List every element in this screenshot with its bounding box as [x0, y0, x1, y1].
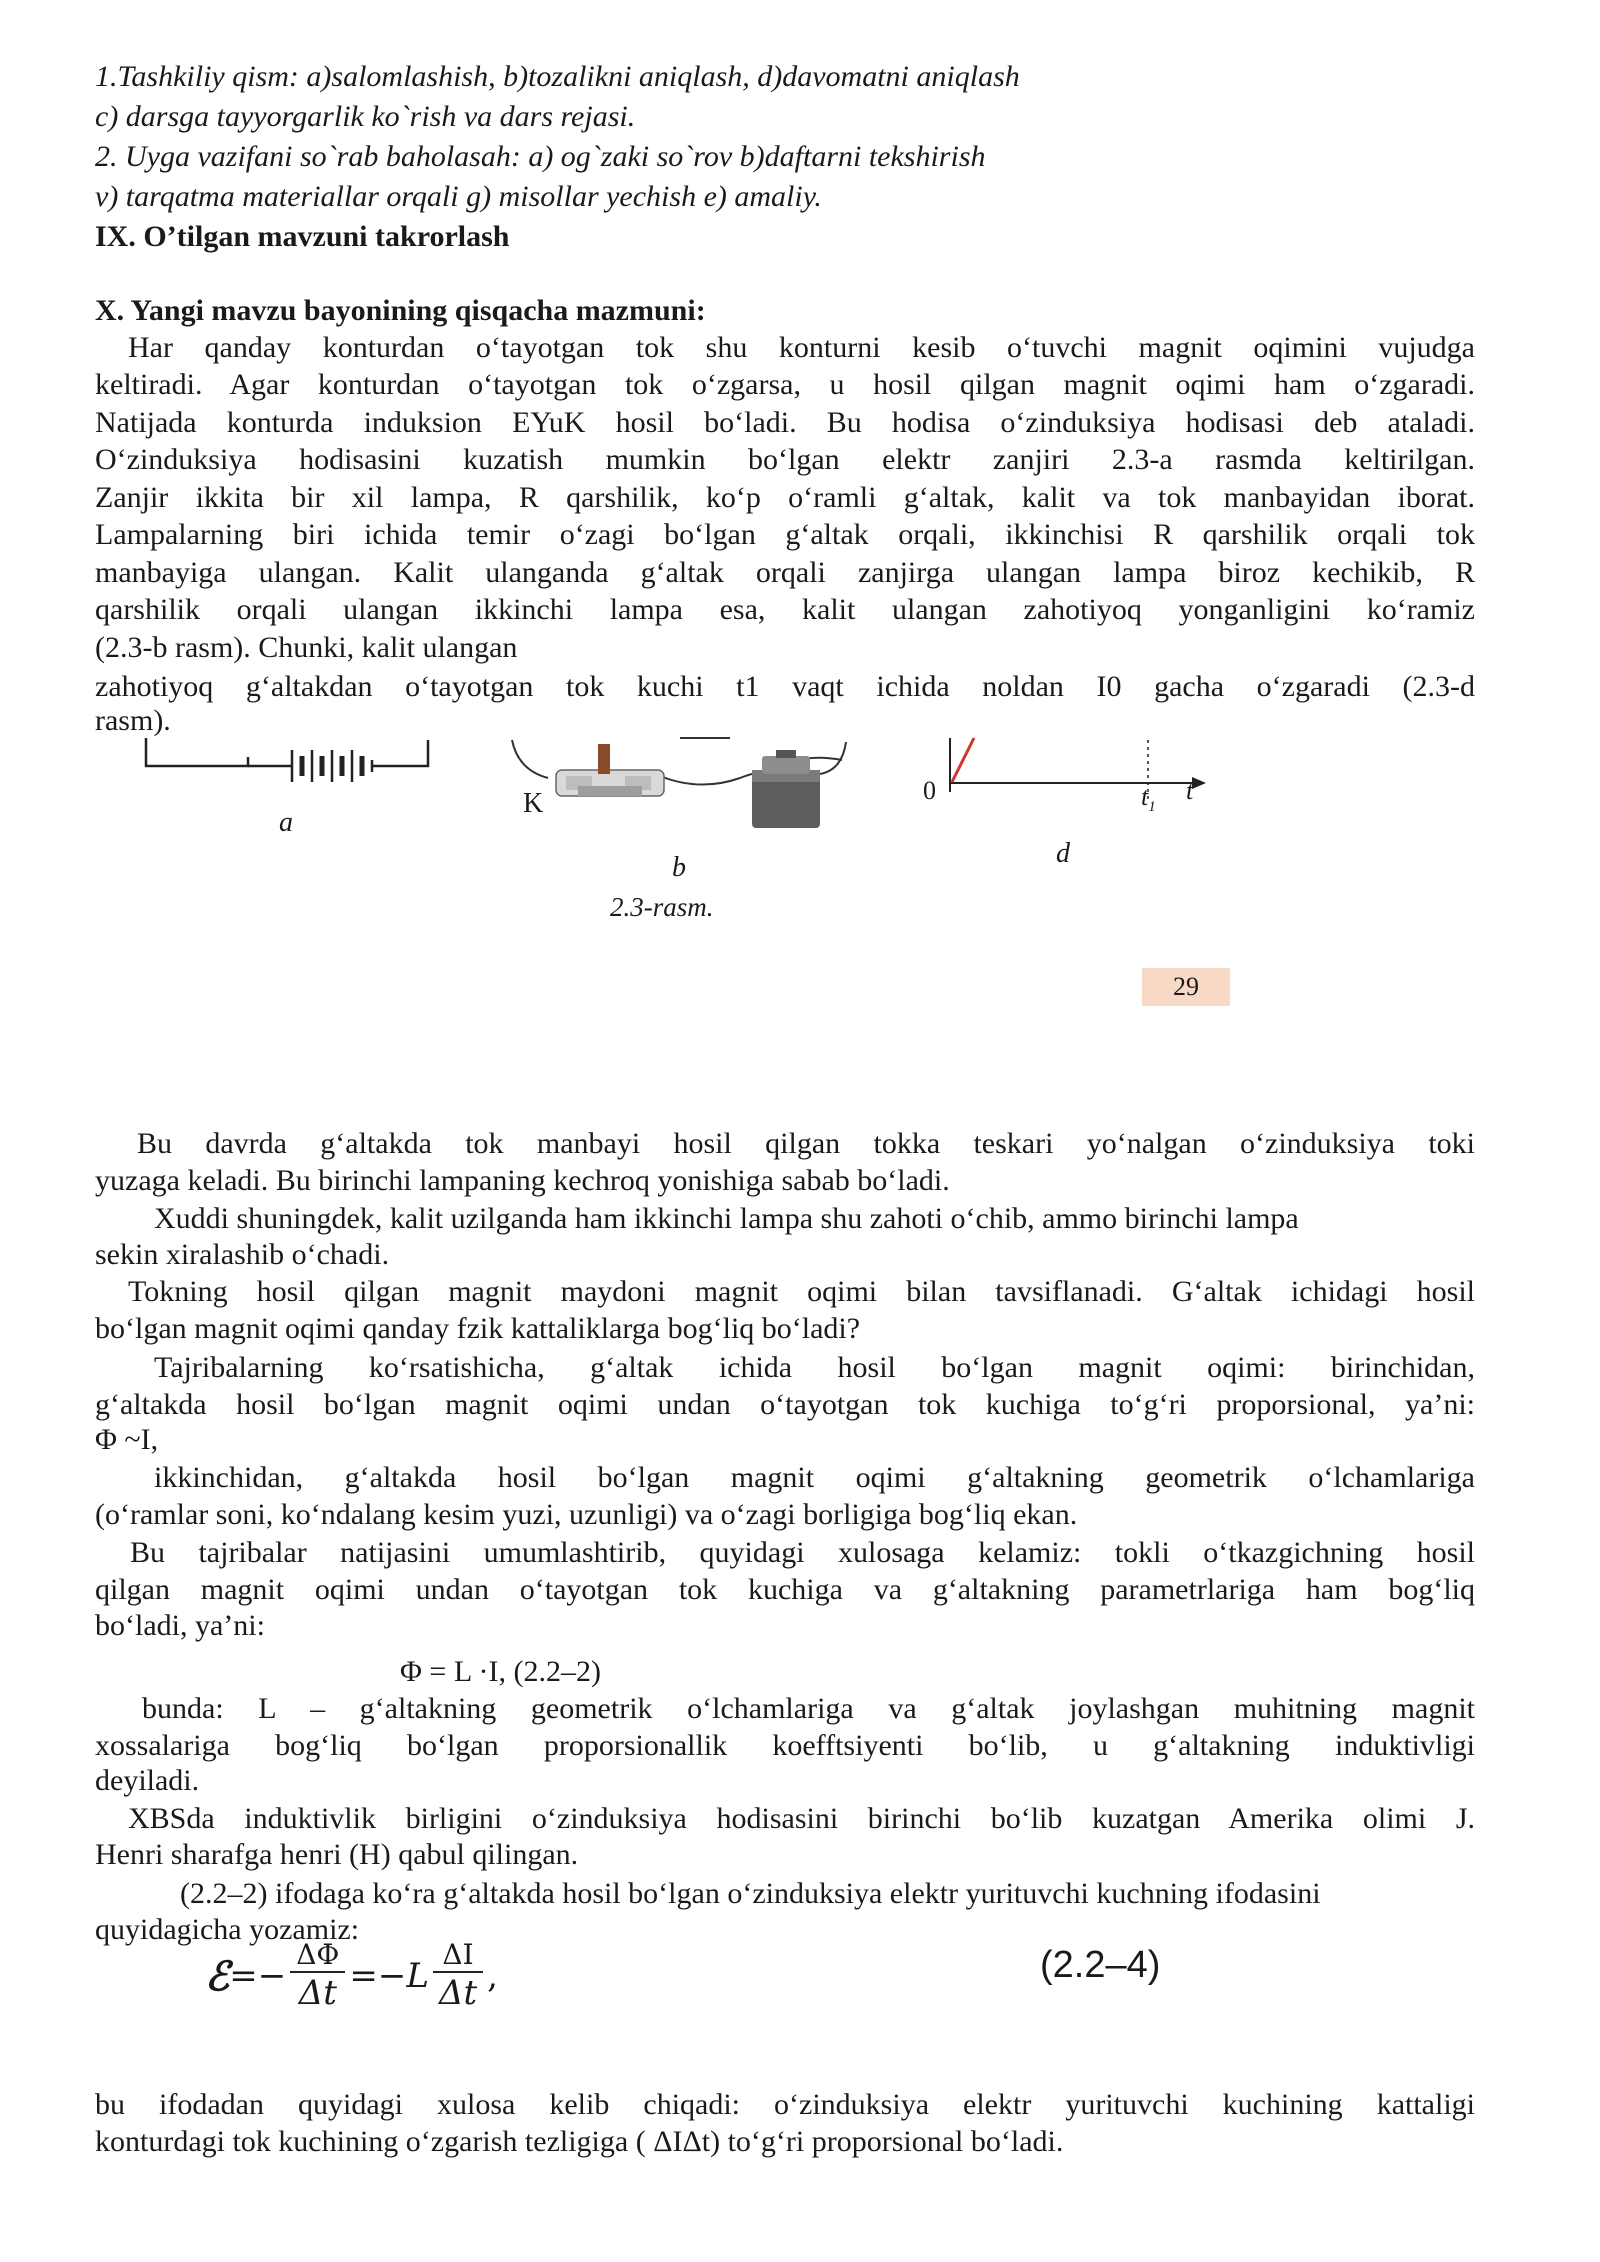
numerator-dphi: ΔΦ: [296, 1938, 340, 1971]
paragraph-10-line-2: quyidagicha yozamiz:: [95, 1913, 360, 1946]
paragraph-3-line-2: sekin xiralashib o‘chadi.: [95, 1238, 390, 1271]
key-label: K: [523, 788, 544, 819]
axis-t-label: t: [1186, 776, 1194, 805]
numerator-di: ΔI: [442, 1938, 474, 1971]
paragraph-1-line-4: O‘zinduksiya hodisasini kuzatish mumkin bo‘lgan elektr zanjiri 2.3-a rasmda keltirilgan.: [95, 443, 1475, 476]
figure-label-d: d: [1056, 838, 1070, 869]
paragraph-1-line-9: (2.3-b rasm). Chunki, kalit ulangan: [95, 631, 518, 664]
paragraph-5-line-1: Tajribalarning ko‘rsatishicha, g‘altak ichida hosil bo‘lgan magnit oqimi: birinchidan,: [154, 1351, 1475, 1384]
fraction-dphi-dt: [290, 1939, 345, 2013]
intro-line-4: v) tarqatma materiallar orqali g) misollar yechish e) amaliy.: [95, 180, 822, 213]
axis-t1-label: $t_1$: [1141, 782, 1156, 816]
formula-equals-minus-1: =−: [229, 1956, 287, 1996]
paragraph-8-line-3: deyiladi.: [95, 1764, 200, 1797]
paragraph-6-line-2: (o‘ramlar soni, ko‘ndalang kesim yuzi, uzunligi) va o‘zagi borligiga bog‘liq ekan.: [95, 1498, 1078, 1531]
current-rise-line: [952, 738, 974, 782]
paragraph-1-line-1: Har qanday konturdan o‘tayotgan tok shu konturni kesib o‘tuvchi magnit oqimini vujudga: [128, 331, 1475, 364]
paragraph-11-line-1: bu ifodadan quyidagi xulosa kelib chiqadi: o‘zinduksiya elektr yurituvchi kuchining kattaligi: [95, 2088, 1475, 2121]
emf-symbol: ℰ: [205, 1952, 230, 2000]
paragraph-1-line-2: keltiradi. Agar konturdan o‘tayotgan tok o‘zgarsa, u hosil qilgan magnit oqimi ham o‘zgaradi.: [95, 368, 1475, 401]
paragraph-8-line-1: bunda: L – g‘altakning geometrik o‘lchamlariga va g‘altak joylashgan muhitning magnit: [142, 1692, 1475, 1725]
paragraph-5-line-2: g‘altakda hosil bo‘lgan magnit oqimi undan o‘tayotgan tok kuchiga to‘g‘ri proporsional, ya’ni:: [95, 1388, 1475, 1421]
paragraph-1-line-7: manbayiga ulangan. Kalit ulanganda g‘altak orqali zanjirga ulangan lampa biroz kechikib, R: [95, 556, 1475, 589]
paragraph-6-line-1: ikkinchidan, g‘altakda hosil bo‘lgan magnit oqimi g‘altakning geometrik o‘lchamlariga: [154, 1461, 1475, 1494]
formula-flux-inductance: Φ = L ·I, (2.2–2): [400, 1655, 602, 1688]
circuit-diagram-a: [146, 738, 428, 782]
page-number-badge: 29: [1142, 968, 1230, 1006]
denominator-dt-2: Δt: [438, 1973, 478, 2013]
paragraph-1-line-6: Lampalarning biri ichida temir o‘zagi bo‘lgan g‘altak orqali, ikkinchisi R qarshilik orqali tok: [95, 518, 1475, 551]
intro-line-3: 2. Uyga vazifani so`rab baholasah: a) og`zaki so`rov b)daftarni tekshirish: [95, 140, 986, 173]
paragraph-8-line-2: xossalariga bog‘liq bo‘lgan proporsionallik koefftsiyenti bo‘lib, u g‘altakning induktivligi: [95, 1729, 1475, 1762]
apparatus-photo-b: [512, 738, 846, 828]
formula-comma: ,: [487, 1956, 498, 1996]
figure-caption: 2.3-rasm.: [610, 892, 714, 922]
paragraph-2-line-1: Bu davrda g‘altakda tok manbayi hosil qilgan tokka teskari yo‘nalgan o‘zinduksiya toki: [137, 1127, 1475, 1160]
paragraph-1-line-10: zahotiyoq g‘altakdan o‘tayotgan tok kuchi t1 vaqt ichida noldan I0 gacha o‘zgaradi (2.3-d: [95, 670, 1475, 703]
paragraph-7-line-3: bo‘ladi, ya’ni:: [95, 1609, 265, 1642]
paragraph-7-line-1: Bu tajribalar natijasini umumlashtirib, quyidagi xulosaga kelamiz: tokli o‘tkazgichning hosil: [130, 1536, 1475, 1569]
equation-number-2-2-4: (2.2–4): [1040, 1944, 1161, 1986]
intro-line-2: c) darsga tayyorgarlik ko`rish va dars rejasi.: [95, 100, 636, 133]
paragraph-9-line-2: Henri sharafga henri (H) qabul qilingan.: [95, 1838, 579, 1871]
paragraph-1-line-8: qarshilik orqali ulangan ikkinchi lampa esa, kalit ulangan zahotiyoq yonganligini ko‘ramiz: [95, 593, 1475, 626]
heading-section-10: X. Yangi mavzu bayonining qisqacha mazmuni:: [95, 294, 706, 327]
paragraph-1-line-3: Natijada konturda induksion EYuK hosil bo‘ladi. Bu hodisa o‘zinduksiya hodisasi deb ataladi.: [95, 406, 1475, 439]
paragraph-11-line-2: konturdagi tok kuchining o‘zgarish tezligiga ( ΔIΔt) to‘g‘ri proporsional bo‘ladi.: [95, 2125, 1064, 2158]
time-axis-graph-d: [950, 738, 1206, 800]
paragraph-2-line-2: yuzaga keladi. Bu birinchi lampaning kechroq yonishiga sabab bo‘ladi.: [95, 1164, 950, 1197]
paragraph-1-line-5: Zanjir ikkita bir xil lampa, R qarshilik, ko‘p o‘ramli g‘altak, kalit va tok manbayidan iborat.: [95, 481, 1475, 514]
paragraph-1-line-11: rasm).: [95, 704, 171, 737]
heading-section-9: IX. O’tilgan mavzuni takrorlash: [95, 220, 510, 253]
formula-self-induction-emf: [205, 1926, 498, 2026]
paragraph-3-line-1: Xuddi shuningdek, kalit uzilganda ham ikkinchi lampa shu zahoti o‘chib, ammo birinchi lampa: [154, 1202, 1299, 1235]
paragraph-4-line-1: Tokning hosil qilgan magnit maydoni magnit oqimi bilan tavsiflanadi. G‘altak ichidagi hosil: [128, 1275, 1475, 1308]
denominator-dt-1: Δt: [298, 1973, 337, 2013]
axis-origin-label: 0: [923, 776, 936, 805]
paragraph-4-line-2: bo‘lgan magnit oqimi qanday fzik kattaliklarga bog‘liq bo‘ladi?: [95, 1312, 861, 1345]
paragraph-10-line-1: (2.2–2) ifodaga ko‘ra g‘altakda hosil bo‘lgan o‘zinduksiya elektr yurituvchi kuchning ifodasini: [180, 1877, 1321, 1910]
figure-label-a: a: [279, 807, 293, 838]
fraction-di-dt: [433, 1939, 483, 2013]
figure-label-b: b: [672, 852, 686, 883]
paragraph-9-line-1: XBSda induktivlik birligini o‘zinduksiya hodisasini birinchi bo‘lib kuzatgan Amerika olimi J.: [128, 1802, 1475, 1835]
paragraph-7-line-2: qilgan magnit oqimi undan o‘tayotgan tok kuchiga va g‘altakning parametrlariga ham bog‘liq: [95, 1573, 1475, 1606]
intro-line-1: 1.Tashkiliy qism: a)salomlashish, b)tozalikni aniqlash, d)davomatni aniqlash: [95, 60, 1020, 93]
paragraph-5-line-3: Φ ~I,: [95, 1423, 159, 1456]
formula-equals-minus-L: =−L: [349, 1956, 429, 1996]
